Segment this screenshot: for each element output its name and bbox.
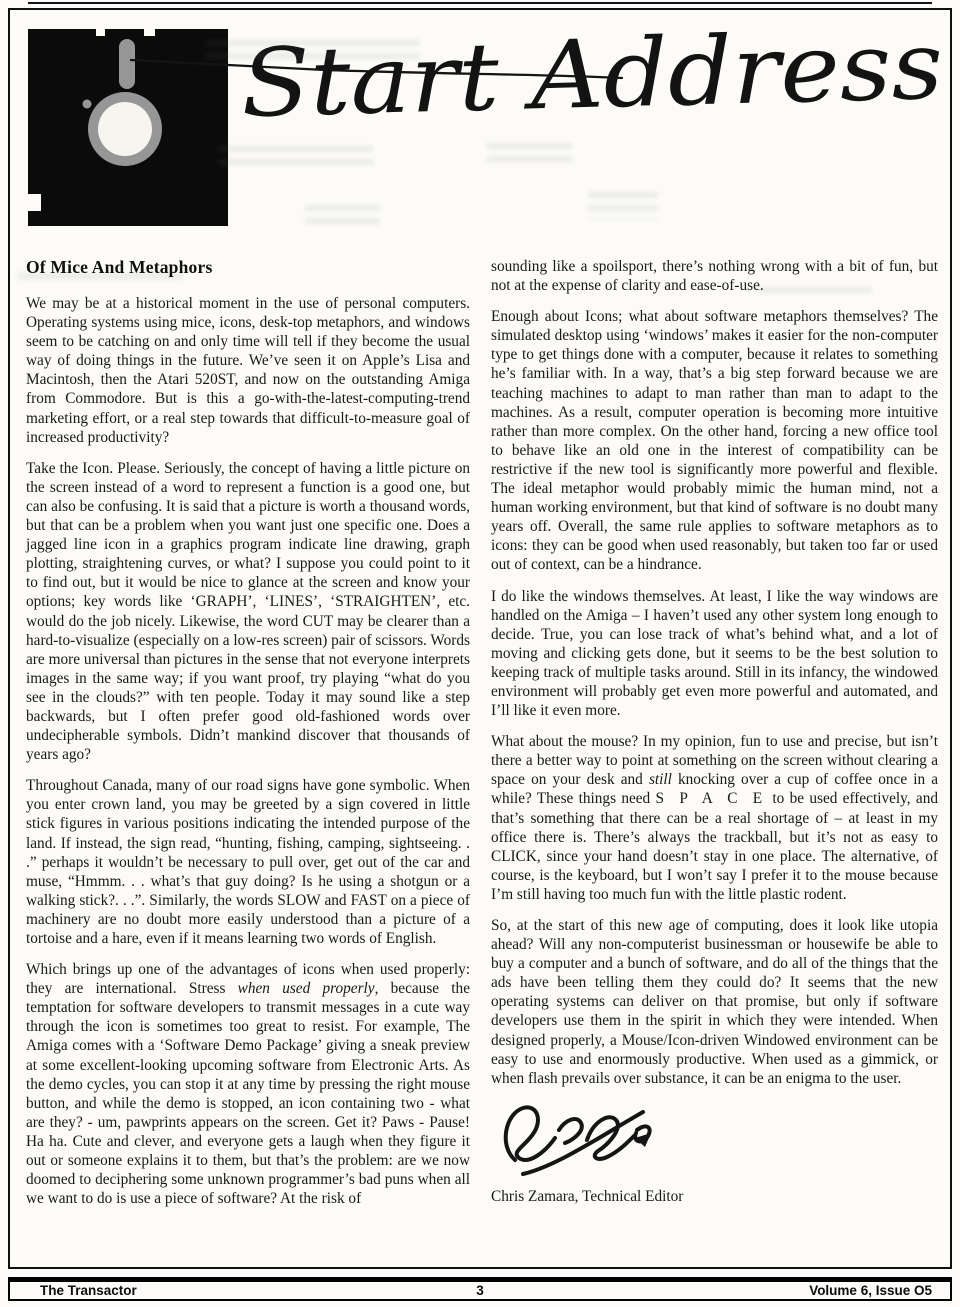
article-paragraph: sounding like a spoilsport, there’s nothing wrong with a bit of fun, but not at the expense of clarity and ease-of-use. (491, 258, 938, 295)
scan-edge-artifact (28, 2, 932, 4)
disk-index-hole (83, 100, 92, 109)
article-paragraph: We may be at a historical moment in the use of personal computers. Operating systems using mice, icons, desk-top metaphors, and windows seem to be catching on and only time will tell if they become the usual way of doing things in the future. We’ve seen it on Apple’s Lisa and Macintosh, then the Atari 520ST, and now on the outstanding Amiga from Commodore. But is this a go-with-the-latest-computing-trend marketing effort, or a real step towards that difficult-to-measure goal of increased productivity? (26, 295, 470, 446)
byline: Chris Zamara, Technical Editor (491, 1187, 684, 1205)
content-frame (8, 8, 952, 1269)
article-title: Of Mice And Metaphors (26, 257, 213, 277)
signature-scribble (495, 1100, 685, 1180)
disk-jacket-notch-top-right (144, 29, 155, 36)
footer-issue: Volume 6, Issue O5 (809, 1283, 932, 1298)
disk-head-slot (119, 39, 135, 89)
footer-page-number: 3 (476, 1283, 484, 1298)
footer-bar (8, 1277, 952, 1301)
script-title: Start Address (239, 12, 899, 139)
header-illustration (10, 10, 950, 256)
article-left-column (26, 257, 470, 1220)
disk-write-notch (26, 194, 41, 211)
article-paragraph: What about the mouse? In my opinion, fun to use and precise, but isn’t there a better way to point at something on the screen without clearing a space on your desk and still knocking over a cup of coffee once in a while? These things need S P A C E to be used effectively, and that’s something that there can be a real shortage of – at least in my office there is. There’s always the trackball, but it’s not as easy to CLICK, since your hand doesn’t stay in one place. The alternative, of course, is the keyboard, but I won’t say I prefer it to the mouse because I’m still having too much fun with the little plastic rodent. (491, 733, 939, 903)
article-paragraph: Enough about Icons; what about software metaphors themselves? The simulated desktop using ‘windows’ makes it easier for the non-computer type to get things done with a computer, because it relates to something he’s familiar with. In a way, that’s a big step forward because we are teaching machines to adapt to man rather than man to adapt to the machines. As a result, computer operation is becoming more intuitive rather than more complex. On the other hand, forcing a new office tool to behave like an old one in the interest of compatibility can be restrictive if the new tool is significantly more powerful and flexible. The ideal metaphor would probably mimic the human mind, not a human working environment, but that kind of software is no doubt many years off. Overall, the same rule applies to software metaphors as to icons: they can be good when used reasonably, but taken too far or used out of context, can be a hindrance. (491, 308, 938, 574)
article-paragraph: Take the Icon. Please. Seriously, the concept of having a little picture on the screen instead of a word to represent a function is a good one, but can also be confusing. It is said that a picture is worth a thousand words, but that can be a problem when you want just one specific one. Does a jagged line icon in a graphics program indicate line drawing, graph plotting, straightening curves, or what? I suppose you could point to it to find out, but it would be nice to glance at the screen and know your options; key words like ‘GRAPH’, ‘LINES’, ‘STRAIGHTEN’, etc. would do the job nicely. Likewise, the word CUT may be clearer than a hard-to-visualize (especially on a low-res screen) pair of scissors. Words are more universal than pictures in the sense that not everyone interprets images in the same way; if you want proof, try playing “what do you see in the clouds?” with ten people. Today it may sound like a step backwards, but I often prefer good old-fashioned words over undecipherable symbols. Didn’t mankind discover that thousands of years ago? (26, 459, 470, 764)
disk-jacket-notch-top-left (96, 29, 105, 36)
article-right-column (491, 257, 938, 1206)
article-paragraph: Throughout Canada, many of our road signs have gone symbolic. When you enter crown land, you may be greeted by a sign covered in little stick figures in various positions indicating the intended purpose of the land. If instead, the sign read, “hunting, fishing, camping, sightseeing. . .” perhaps it wouldn’t be necessary to pull over, get out of the car and muse, “Hmmm. . . what’s that guy doing? Is he using a shotgun or a walking stick?. . .”. Similarly, the words SLOW and FAST on a piece of machinery are no doubt more easily understood than a picture of a tortoise and a hare, even if it means learning two words of English. (26, 777, 470, 947)
article-paragraph: So, at the start of this new age of computing, does it look like utopia ahead? Will any non-computerist businessman or housewife be able to buy a computer and a bunch of software, and do all of the things that the ads have been telling them they could do? It seems that the new operating systems can deliver on that promise, but only if software developers use them in the spirit in which they were intended. When designed properly, a Mouse/Icon-driven Windowed environment can be easy to use and enormously productive. When used as a gimmick, or when flash prevails over substance, it can be an enigma to the user. (491, 917, 938, 1087)
article-paragraph: Which brings up one of the advantages of icons when used properly: they are international. Stress when used properly, because the temptation for software developers to transmit messages in a cute way through the icon is sometimes too great to resist. For example, The Amiga comes with a ‘Software Demo Package’ giving a sneak preview at some excellent-looking upcoming software from Electronic Arts. As the demo cycles, you can stop it at any time by pressing the right mouse button, and while the demo is stopped, an icon containing two - what are they? - um, pawprints appears on the screen. Get it? Paws - Pause! Ha ha. Cute and clever, and everyone gets a laugh when they figure it out or someone explains it to them, but that’s the problem: are we now doomed to deciphering some unknown programmer’s bad puns when all we want to do is use a piece of software? At the risk of (26, 961, 470, 1208)
floppy-disk-graphic (26, 29, 228, 226)
disk-hub-center (98, 102, 152, 156)
article-paragraph: I do like the windows themselves. At least, I like the way windows are handled on the Amiga – I haven’t used any other system long enough to decide. True, you can lose track of what’s behind what, and a lot of moving and clicking gets done, but it seems to be the best solution to keeping track of multiple tasks around. Still in its infancy, the windowed environment will probably get even more powerful and automated, and I’ll like it even more. (491, 587, 938, 720)
footer-journal-name: The Transactor (40, 1283, 137, 1298)
